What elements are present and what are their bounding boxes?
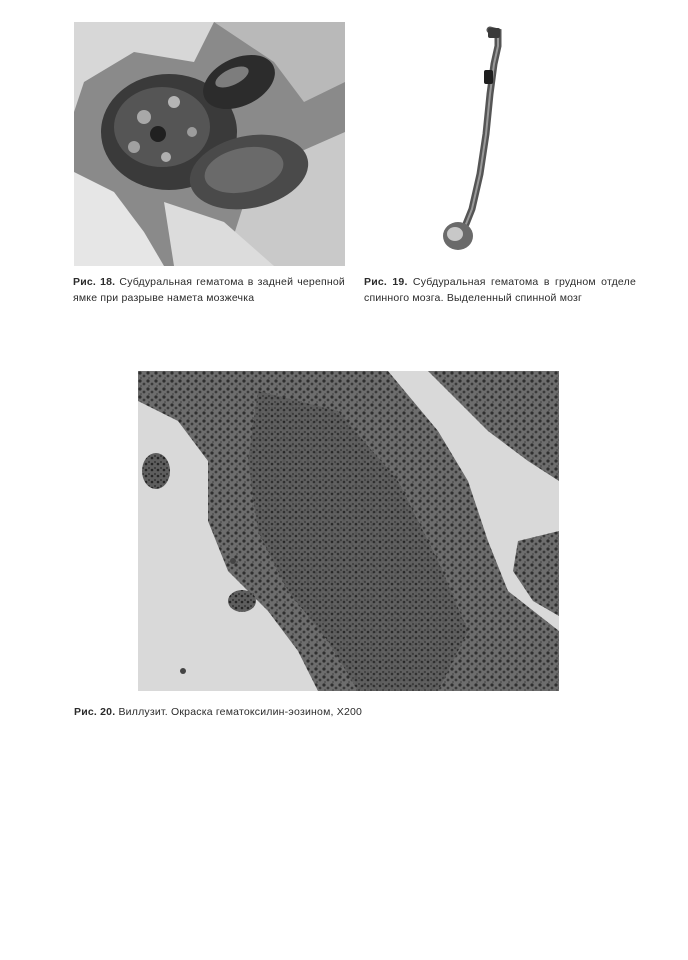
figure-19-text: Субдуральная гематома в грудном отделе спинного мозга. Выделенный спинной мозг: [364, 276, 636, 304]
figure-18-caption: [73, 274, 345, 306]
figure-18-photo: [74, 22, 345, 266]
posterior-fossa-hematoma-image: [74, 22, 345, 266]
figure-20-micrograph: [138, 371, 559, 691]
figure-19-caption: [364, 274, 636, 306]
figure-20-label: Рис. 20.: [74, 706, 116, 718]
figure-20-caption: [74, 704, 594, 720]
villitis-micrograph-image: [138, 371, 559, 691]
figure-20-text: Виллузит. Окраска гематоксилин-эозином, Х200: [118, 706, 363, 718]
figure-18-label: Рис. 18.: [73, 276, 116, 288]
figure-19-photo: [428, 24, 518, 260]
spinal-cord-image: [428, 24, 518, 260]
figure-18-text: Субдуральная гематома в задней черепной ямке при разрыве намета мозжечка: [73, 276, 345, 304]
figure-19-label: Рис. 19.: [364, 276, 408, 288]
